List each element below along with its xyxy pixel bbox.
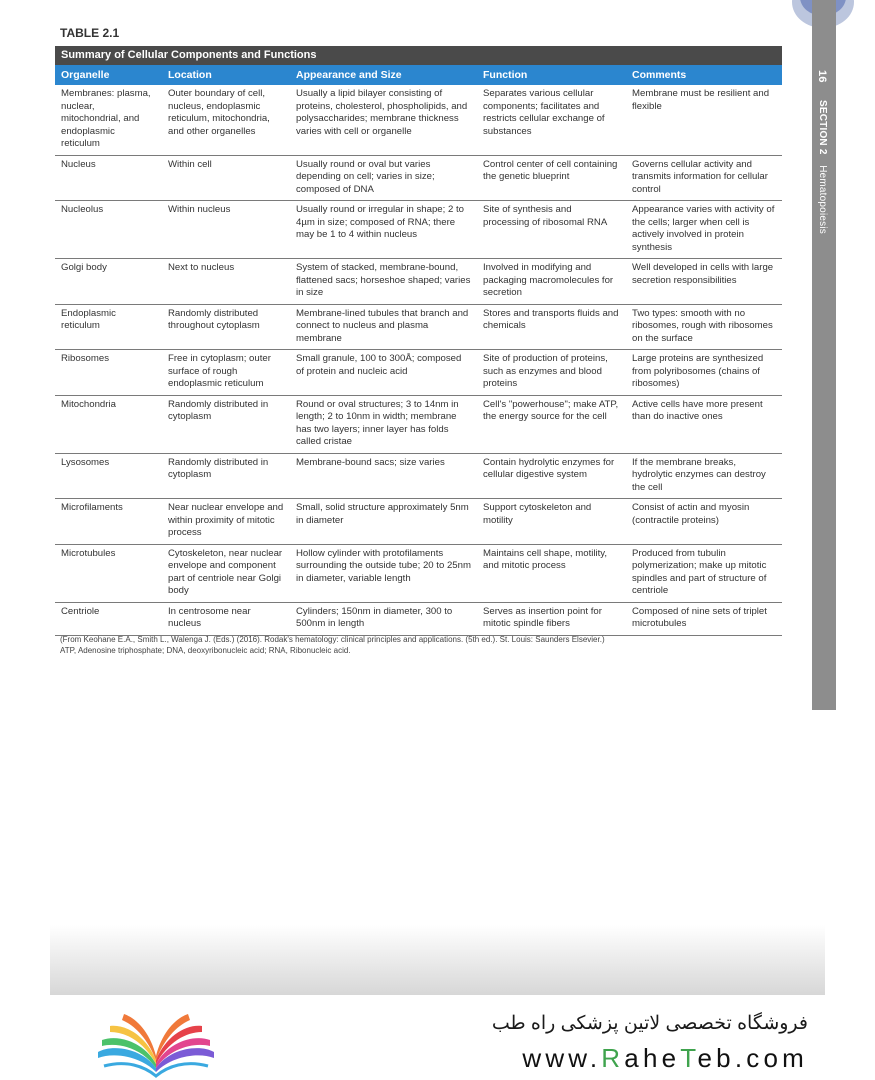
side-tab-text: [816, 70, 828, 234]
cell-function: Control center of cell containing the genetic blueprint: [477, 155, 626, 201]
cell-appearance: Cylinders; 150nm in diameter, 300 to 500nm in length: [290, 602, 477, 635]
cell-comments: Governs cellular activity and transmits information for cellular control: [626, 155, 782, 201]
cell-appearance: Usually round or irregular in shape; 2 to 4µm in size; composed of RNA; there may be 1 to 4 within nucleus: [290, 201, 477, 259]
table-label: TABLE 2.1: [60, 26, 120, 40]
cell-function: Serves as insertion point for mitotic spindle fibers: [477, 602, 626, 635]
cell-function: Maintains cell shape, motility, and mitotic process: [477, 544, 626, 602]
cell-location: Within nucleus: [162, 201, 290, 259]
abbreviations-note: ATP, Adenosine triphosphate; DNA, deoxyribonucleic acid; RNA, Ribonucleic acid.: [60, 646, 351, 655]
cell-organelle: Lysosomes: [55, 453, 162, 499]
table-row: [55, 85, 782, 155]
cell-comments: Consist of actin and myosin (contractile proteins): [626, 499, 782, 545]
cell-function: Site of production of proteins, such as enzymes and blood proteins: [477, 350, 626, 396]
table-row: [55, 304, 782, 350]
cell-comments: Appearance varies with activity of the cells; larger when cell is actively involved in protein synthesis: [626, 201, 782, 259]
cell-function: Cell's "powerhouse"; make ATP, the energy source for the cell: [477, 395, 626, 453]
cell-comments: Produced from tubulin polymerization; make up mitotic spindles and part of structure of centriole: [626, 544, 782, 602]
open-book-rainbow-logo-icon: [92, 1008, 220, 1080]
table-footnote: [60, 634, 780, 656]
cell-appearance: System of stacked, membrane-bound, flattened sacs; horseshoe shaped; varies in size: [290, 259, 477, 305]
cell-location: Randomly distributed in cytoplasm: [162, 453, 290, 499]
cell-function: Site of synthesis and processing of ribosomal RNA: [477, 201, 626, 259]
cell-comments: Large proteins are synthesized from polyribosomes (chains of ribosomes): [626, 350, 782, 396]
cell-function: Separates various cellular components; facilitates and restricts cellular exchange of substances: [477, 85, 626, 155]
header-comments: Comments: [626, 65, 782, 85]
cell-organelle: Microfilaments: [55, 499, 162, 545]
cell-location: Free in cytoplasm; outer surface of rough endoplasmic reticulum: [162, 350, 290, 396]
cell-organelle: Membranes: plasma, nuclear, mitochondrial, and endoplasmic reticulum: [55, 85, 162, 155]
shop-name: فروشگاه تخصصی لاتین پزشکی راه طب: [491, 1013, 808, 1034]
header-organelle: Organelle: [55, 65, 162, 85]
cell-appearance: Membrane-bound sacs; size varies: [290, 453, 477, 499]
cell-organelle: Microtubules: [55, 544, 162, 602]
cell-location: In centrosome near nucleus: [162, 602, 290, 635]
table-body: [55, 85, 782, 635]
cell-organelle: Endoplasmic reticulum: [55, 304, 162, 350]
cell-appearance: Small, solid structure approximately 5nm in diameter: [290, 499, 477, 545]
cell-organelle: Ribosomes: [55, 350, 162, 396]
page-number: 16: [816, 70, 828, 83]
section-label: SECTION 2: [817, 99, 828, 155]
cell-location: Next to nucleus: [162, 259, 290, 305]
table-row: [55, 259, 782, 305]
source-citation: (From Keohane E.A., Smith L., Walenga J. (Eds.) (2016). Rodak's hematology: clinical principles and applications. (5th ed.). St. Louis: Saunders Elsevier.): [60, 635, 605, 644]
cell-organelle: Nucleolus: [55, 201, 162, 259]
cell-comments: Composed of nine sets of triplet microtubules: [626, 602, 782, 635]
cell-location: Outer boundary of cell, nucleus, endoplasmic reticulum, mitochondria, and other organelles: [162, 85, 290, 155]
cell-organelle: Mitochondria: [55, 395, 162, 453]
cell-location: Near nuclear envelope and within proximity of mitotic process: [162, 499, 290, 545]
cell-appearance: Usually round or oval but varies depending on cell; varies in size; composed of DNA: [290, 155, 477, 201]
cell-appearance: Hollow cylinder with protofilaments surrounding the outside tube; 20 to 25nm in diameter, variable length: [290, 544, 477, 602]
table-row: [55, 602, 782, 635]
cell-organelle: Centriole: [55, 602, 162, 635]
cellular-components-table: [55, 65, 782, 636]
cell-appearance: Small granule, 100 to 300Å; composed of protein and nucleic acid: [290, 350, 477, 396]
cell-function: Stores and transports fluids and chemicals: [477, 304, 626, 350]
cell-location: Within cell: [162, 155, 290, 201]
cell-organelle: Nucleus: [55, 155, 162, 201]
cell-appearance: Usually a lipid bilayer consisting of proteins, cholesterol, phospholipids, and polysaccharides; membrane thickness varies with cell or organelle: [290, 85, 477, 155]
table-header-row: [55, 65, 782, 85]
cell-location: Randomly distributed throughout cytoplasm: [162, 304, 290, 350]
cell-function: Involved in modifying and packaging macromolecules for secretion: [477, 259, 626, 305]
table-row: [55, 544, 782, 602]
table-row: [55, 350, 782, 396]
cell-comments: Active cells have more present than do inactive ones: [626, 395, 782, 453]
table-row: [55, 201, 782, 259]
cell-function: Support cytoskeleton and motility: [477, 499, 626, 545]
cell-location: Randomly distributed in cytoplasm: [162, 395, 290, 453]
cell-function: Contain hydrolytic enzymes for cellular digestive system: [477, 453, 626, 499]
header-location: Location: [162, 65, 290, 85]
table-row: [55, 395, 782, 453]
cell-comments: Well developed in cells with large secretion responsibilities: [626, 259, 782, 305]
cell-appearance: Membrane-lined tubules that branch and connect to nucleus and plasma membrane: [290, 304, 477, 350]
cell-appearance: Round or oval structures; 3 to 14nm in length; 2 to 10nm in width; membrane has two layers; inner layer has folds called cristae: [290, 395, 477, 453]
header-function: Function: [477, 65, 626, 85]
shop-url[interactable]: [440, 1043, 808, 1074]
shop-url-text[interactable]: www.RaheTeb.com: [522, 1043, 808, 1073]
header-appearance: Appearance and Size: [290, 65, 477, 85]
cell-comments: Two types: smooth with no ribosomes, rough with ribosomes on the surface: [626, 304, 782, 350]
table-title: Summary of Cellular Components and Functions: [55, 46, 782, 65]
page-bottom-shadow: [50, 925, 825, 995]
cell-comments: If the membrane breaks, hydrolytic enzymes can destroy the cell: [626, 453, 782, 499]
cell-location: Cytoskeleton, near nuclear envelope and component part of centriole near Golgi body: [162, 544, 290, 602]
cell-organelle: Golgi body: [55, 259, 162, 305]
section-title: Hematopoiesis: [817, 165, 828, 234]
table-row: [55, 499, 782, 545]
cell-comments: Membrane must be resilient and flexible: [626, 85, 782, 155]
table-row: [55, 453, 782, 499]
table-row: [55, 155, 782, 201]
